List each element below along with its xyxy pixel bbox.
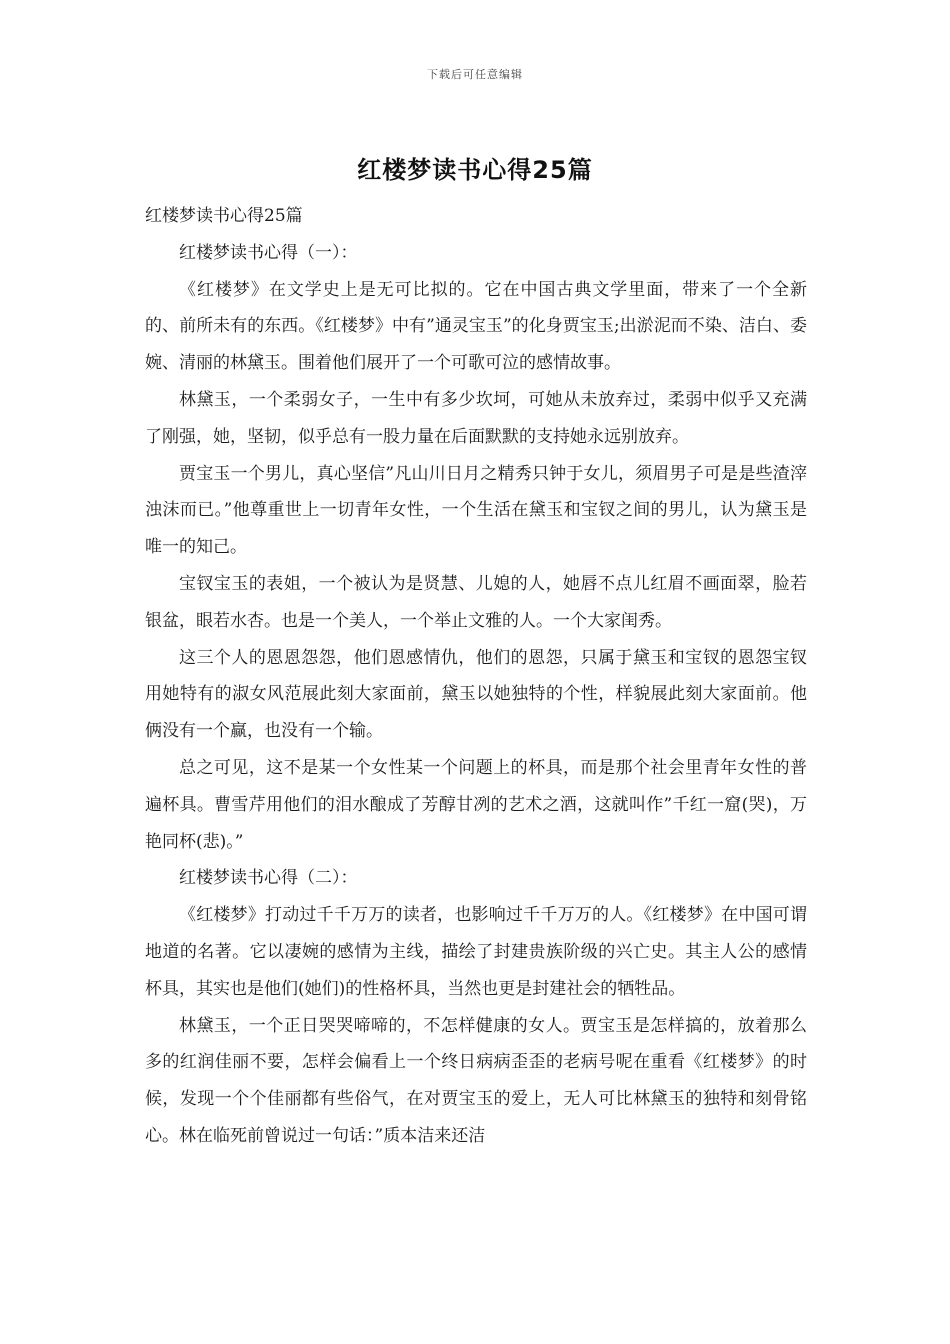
paragraph: 总之可见，这不是某一个女性某一个问题上的杯具，而是那个社会里青年女性的普遍杯具。曹雪芹用他们的泪水酿成了芳醇甘冽的艺术之酒，这就叫作”千红一窟(哭)，万艳同杯(悲)。”: [145, 757, 807, 852]
paragraph: 林黛玉，一个正日哭哭啼啼的，不怎样健康的女人。贾宝玉是怎样搞的，放着那么多的红润佳丽不要，怎样会偏看上一个终日病病歪歪的老病号呢在重看《红楼梦》的时候，发现一个个佳丽都有些俗气，在对贾宝玉的爱上，无人可比林黛玉的独特和刻骨铭心。林在临死前曾说过一句话：”质本洁来还洁: [145, 1015, 807, 1146]
paragraph: 《红楼梦》在文学史上是无可比拟的。它在中国古典文学里面，带来了一个全新的、前所未有的东西。《红楼梦》中有”通灵宝玉”的化身贾宝玉;出淤泥而不染、洁白、委婉、清丽的林黛玉。围着他们展开了一个可歌可泣的感情故事。: [145, 279, 807, 374]
document-title: 红楼梦读书心得25篇: [357, 156, 593, 184]
document-body: [145, 198, 807, 1155]
paragraph: 宝钗宝玉的表姐，一个被认为是贤慧、儿媳的人，她唇不点儿红眉不画面翠，脸若银盆，眼若水杏。也是一个美人，一个举止文雅的人。一个大家闺秀。: [145, 573, 807, 631]
section-heading: 红楼梦读书心得（二）：: [179, 868, 358, 889]
paragraph: 这三个人的恩恩怨怨，他们恩感情仇，他们的恩怨，只属于黛玉和宝钗的恩怨宝钗用她特有的淑女风范展此刻大家面前，黛玉以她独特的个性，样貌展此刻大家面前。他俩没有一个赢，也没有一个输。: [145, 647, 807, 742]
paragraph: 贾宝玉一个男儿，真心坚信”凡山川日月之精秀只钟于女儿，须眉男子可是是些渣滓浊沫而已。”他尊重世上一切青年女性，一个生活在黛玉和宝钗之间的男儿，认为黛玉是唯一的知己。: [145, 463, 807, 558]
section-heading: 红楼梦读书心得（一）：: [179, 242, 358, 263]
paragraph: 林黛玉，一个柔弱女子，一生中有多少坎坷，可她从未放弃过，柔弱中似乎又充满了刚强，她，坚韧，似乎总有一股力量在后面默默的支持她永远别放弃。: [145, 389, 807, 447]
header-note: 下载后可任意编辑: [427, 68, 523, 81]
document-subtitle: 红楼梦读书心得25篇: [145, 206, 303, 226]
paragraph: 《红楼梦》打动过千千万万的读者，也影响过千千万万的人。《红楼梦》在中国可谓地道的名著。它以凄婉的感情为主线，描绘了封建贵族阶级的兴亡史。其主人公的感情杯具，其实也是他们(她们)的性格杯具，当然也更是封建社会的牺牲品。: [145, 905, 807, 999]
